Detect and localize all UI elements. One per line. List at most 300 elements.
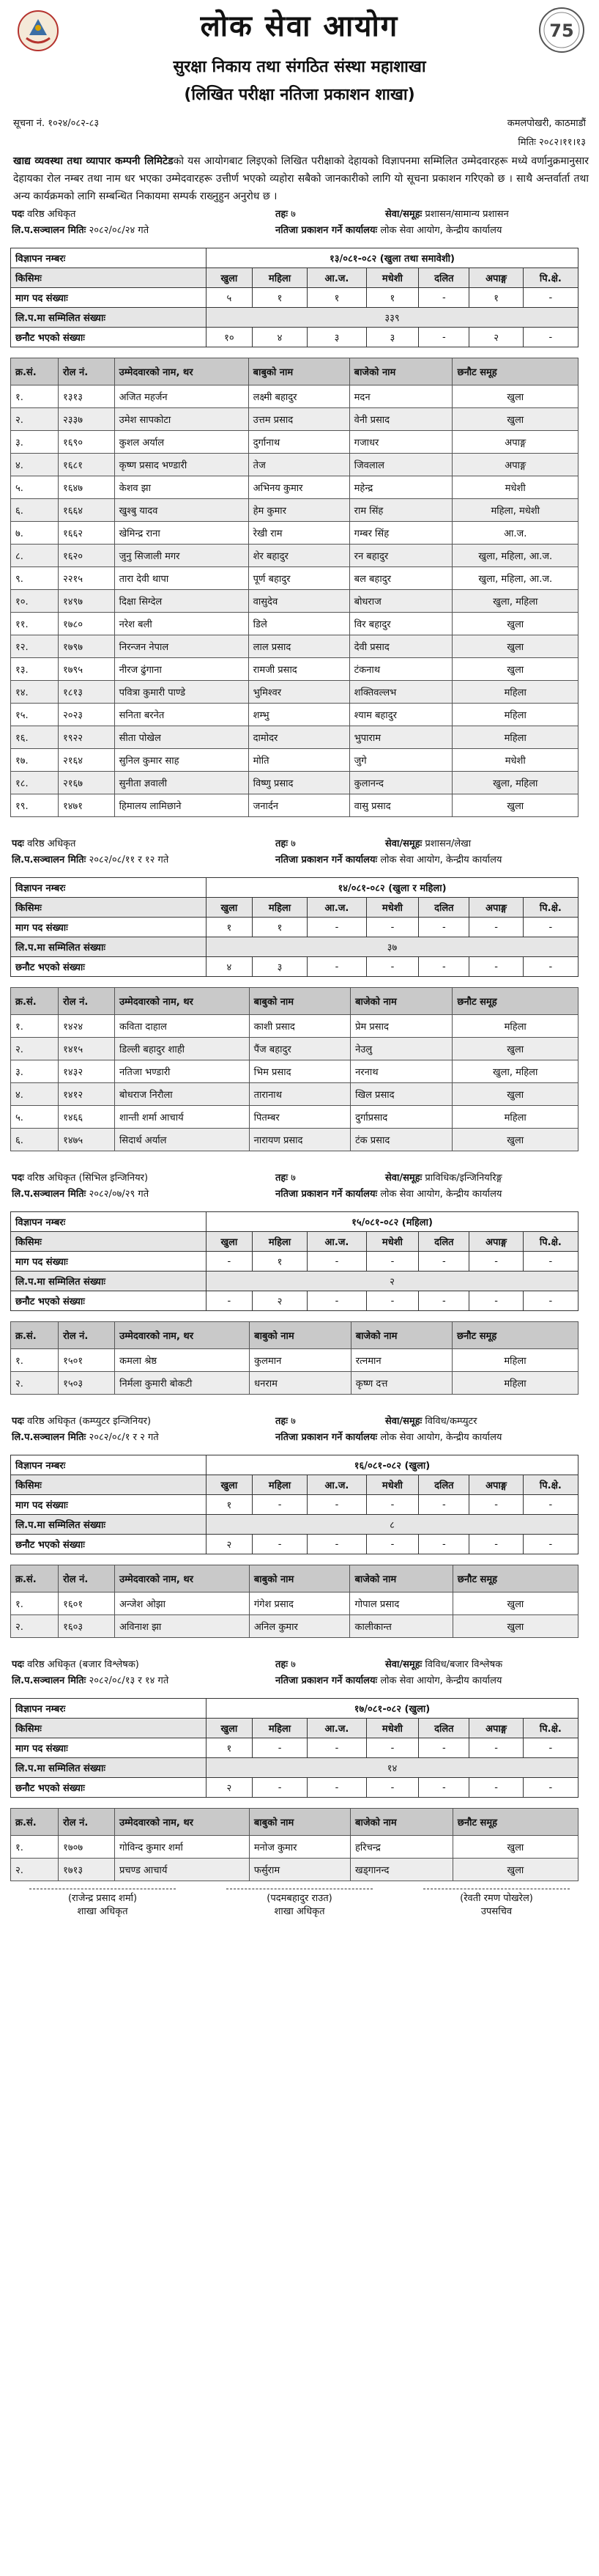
father-name-cell: विष्णु प्रसाद [248, 772, 349, 794]
demand-value: - [419, 1495, 469, 1515]
demand-row [11, 1495, 578, 1515]
category-header: महिला [252, 1232, 308, 1252]
demand-value: - [523, 1738, 578, 1758]
demand-value: - [419, 1252, 469, 1272]
office-value: लोक सेवा आयोग, केन्द्रीय कार्यालय [380, 855, 502, 866]
father-name-cell: अनिल कुमार [249, 1615, 350, 1638]
exam-date-value: २०८२/०७/२९ गते [89, 1189, 149, 1200]
table-row [11, 1372, 578, 1395]
selected-row [11, 328, 578, 347]
father-name-cell: काशी प्रसाद [249, 1015, 350, 1038]
division-title: सुरक्षा निकाय तथा संगठित संस्था महाशाखा [173, 58, 426, 76]
father-name-cell: दामोदर [248, 726, 349, 749]
office-label: नतिजा प्रकाशन गर्ने कार्यालयः [275, 1189, 378, 1200]
table-row [11, 567, 578, 590]
selected-group-cell: मधेशी [453, 476, 578, 499]
exam-info-row [0, 1428, 599, 1444]
category-header: अपाङ्ग [469, 1719, 523, 1738]
demand-value: - [523, 918, 578, 937]
column-header: उम्मेदवारको नाम, थर [114, 358, 248, 385]
serial-cell: १०. [11, 590, 59, 613]
roll-number-cell: १६०१ [59, 1593, 115, 1615]
father-name-cell: रेखी राम [248, 522, 349, 545]
candidate-name-cell: हिमालय लामिछाने [114, 794, 248, 817]
signatures [0, 1889, 599, 1917]
column-header: उम्मेदवारको नाम, थर [115, 1322, 250, 1349]
selected-value: - [308, 1291, 366, 1311]
table-row [11, 658, 578, 681]
post-label: पदः [12, 1659, 24, 1670]
notice-intro [0, 148, 599, 205]
roll-number-cell: १६८१ [58, 454, 114, 476]
post-value: वरिष्ठ अधिकृत (सिभिल इन्जिनियर) [27, 1173, 149, 1184]
selected-label: छनौट भएको संख्याः [11, 957, 207, 977]
demand-row [11, 918, 578, 937]
category-header: आ.ज. [308, 1475, 366, 1495]
selected-label: छनौट भएको संख्याः [11, 1535, 207, 1554]
candidate-name-cell: सुनीता ज्ञवाली [114, 772, 248, 794]
table-row [11, 1038, 578, 1060]
grandfather-name-cell: नरनाथ [351, 1060, 453, 1083]
serial-cell: १९. [11, 794, 59, 817]
result-section [0, 1638, 599, 1881]
demand-value: - [207, 1252, 253, 1272]
participants-label: लि.प.मा सम्मिलित संख्याः [11, 308, 207, 328]
demand-row [11, 1252, 578, 1272]
category-header: दलित [419, 268, 469, 288]
demand-value: - [419, 1738, 469, 1758]
category-header: महिला [252, 1719, 308, 1738]
roll-number-cell: १४६६ [59, 1106, 115, 1129]
results-sections [0, 205, 599, 1881]
roll-number-cell: १६९० [58, 431, 114, 454]
serial-cell: १६. [11, 726, 59, 749]
selected-value: - [366, 957, 419, 977]
demand-value: १ [207, 1495, 253, 1515]
selected-group-cell: महिला [452, 1372, 578, 1395]
selected-value: २ [207, 1778, 253, 1798]
roll-number-cell: १३१३ [58, 385, 114, 408]
roll-number-cell: १६६४ [58, 499, 114, 522]
candidate-name-cell: प्रचण्ड आचार्य [115, 1859, 250, 1881]
selected-value: - [523, 957, 578, 977]
table-row [11, 1615, 578, 1638]
selected-label: छनौट भएको संख्याः [11, 1291, 207, 1311]
nepal-emblem-icon [16, 9, 60, 53]
level-value: ७ [291, 838, 296, 849]
demand-value: १ [252, 288, 308, 308]
selected-value: २ [207, 1535, 253, 1554]
selected-group-cell: खुला, महिला, आ.ज. [453, 567, 578, 590]
participants-row [11, 1515, 578, 1535]
table-row [11, 704, 578, 726]
serial-cell: १. [11, 1593, 59, 1615]
grandfather-name-cell: गजाधर [349, 431, 453, 454]
notice-number: सूचना नं. १०२४/०८२-८३ [13, 118, 100, 129]
level-label: तहः [275, 209, 288, 220]
candidate-name-cell: शान्ती शर्मा आचार्य [114, 1106, 249, 1129]
spacer [0, 1201, 599, 1211]
grandfather-name-cell: गम्बर सिंह [349, 522, 453, 545]
participants-value: १४ [207, 1758, 578, 1778]
exam-date-value: २०८२/०८/१ र २ गते [89, 1432, 159, 1443]
exam-info-row [0, 851, 599, 867]
serial-cell: १. [11, 1836, 59, 1859]
serial-cell: १. [11, 385, 59, 408]
category-label: किसिमः [11, 1719, 207, 1738]
category-header: आ.ज. [308, 898, 366, 918]
results-header-row [11, 1322, 578, 1349]
candidate-name-cell: निरन्जन नेपाल [114, 635, 248, 658]
post-info-row [0, 1169, 599, 1185]
selected-value: - [308, 957, 366, 977]
vacancy-table [10, 877, 578, 977]
serial-cell: ३. [11, 1060, 59, 1083]
roll-number-cell: १६६२ [58, 522, 114, 545]
table-row [11, 590, 578, 613]
roll-number-cell: १४७५ [59, 1129, 115, 1151]
selected-group-cell: खुला [453, 1083, 578, 1106]
level-value: ७ [291, 1659, 296, 1670]
roll-number-cell: १४७१ [58, 794, 114, 817]
table-row [11, 726, 578, 749]
demand-value: - [252, 1738, 308, 1758]
post-value: वरिष्ठ अधिकृत [27, 838, 76, 849]
office-value: लोक सेवा आयोग, केन्द्रीय कार्यालय [380, 1432, 502, 1443]
table-row [11, 385, 578, 408]
table-row [11, 431, 578, 454]
candidate-name-cell: सनिता बरनेत [114, 704, 248, 726]
column-header: क्र.सं. [11, 988, 59, 1015]
category-header: खुला [207, 1719, 253, 1738]
demand-value: - [366, 1252, 419, 1272]
selected-group-cell: खुला [453, 1615, 578, 1638]
office-cell [275, 1430, 587, 1443]
table-row [11, 1083, 578, 1106]
selected-group-cell: महिला [452, 1349, 578, 1372]
selected-group-cell: खुला, महिला [453, 1060, 578, 1083]
table-row [11, 1836, 578, 1859]
spacer [0, 1311, 599, 1321]
vacancy-table [10, 1455, 578, 1554]
roll-number-cell: १५०१ [59, 1349, 115, 1372]
exam-date-cell [12, 1673, 275, 1686]
candidate-name-cell: अन्जेश ओझा [115, 1593, 250, 1615]
results-header-row [11, 1565, 578, 1593]
column-header: छनौट समूह [453, 358, 578, 385]
participants-row [11, 1272, 578, 1291]
candidate-name-cell: सिदार्थ अर्याल [114, 1129, 249, 1151]
selected-value: - [469, 1778, 523, 1798]
selected-value: - [366, 1535, 419, 1554]
post-cell [12, 836, 275, 849]
column-header: बाजेको नाम [351, 1322, 452, 1349]
column-header: रोल नं. [59, 1322, 115, 1349]
exam-date-cell [12, 1430, 275, 1443]
grandfather-name-cell: खड्गानन्द [351, 1859, 453, 1881]
category-header: दलित [419, 898, 469, 918]
notice-date: मितिः २०८२।११।१३ [518, 137, 586, 148]
column-header: बाबुको नाम [249, 1565, 350, 1593]
roll-number-cell: १७०७ [59, 1836, 115, 1859]
result-section [0, 1395, 599, 1638]
selected-value: २ [469, 328, 523, 347]
grandfather-name-cell: दुर्गाप्रसाद [351, 1106, 453, 1129]
office-value: लोक सेवा आयोग, केन्द्रीय कार्यालय [380, 225, 502, 236]
candidate-name-cell: सीता पोखेल [114, 726, 248, 749]
service-cell [385, 1657, 587, 1670]
father-name-cell: मनोज कुमार [249, 1836, 350, 1859]
participants-row [11, 937, 578, 957]
category-row [11, 1232, 578, 1252]
category-header: पि.क्षे. [523, 1232, 578, 1252]
roll-number-cell: १७९५ [58, 658, 114, 681]
roll-number-cell: २०२३ [58, 704, 114, 726]
level-cell [275, 1170, 385, 1184]
roll-number-cell: १५०३ [59, 1372, 115, 1395]
father-name-cell: वासुदेव [248, 590, 349, 613]
selected-value: ४ [252, 328, 308, 347]
serial-cell: १४. [11, 681, 59, 704]
serial-cell: ५. [11, 1106, 59, 1129]
father-name-cell: शम्भु [248, 704, 349, 726]
category-row [11, 1719, 578, 1738]
office-cell [275, 223, 587, 236]
grandfather-name-cell: कुलानन्द [349, 772, 453, 794]
exam-info-row [0, 1185, 599, 1201]
roll-number-cell: १६४७ [58, 476, 114, 499]
serial-cell: ६. [11, 499, 59, 522]
exam-date-label: लि.प.सञ्चालन मितिः [12, 1189, 86, 1200]
selected-row [11, 957, 578, 977]
participants-row [11, 308, 578, 328]
category-header: अपाङ्ग [469, 268, 523, 288]
column-header: क्र.सं. [11, 1322, 59, 1349]
selected-group-cell: महिला, मधेशी [453, 499, 578, 522]
selected-group-cell: महिला [453, 1106, 578, 1129]
category-row [11, 268, 578, 288]
spacer [0, 1444, 599, 1455]
post-value: वरिष्ठ अधिकृत [27, 209, 76, 220]
serial-cell: ३. [11, 431, 59, 454]
father-name-cell: फर्सुराम [249, 1859, 350, 1881]
category-label: किसिमः [11, 1475, 207, 1495]
grandfather-name-cell: बल बहादुर [349, 567, 453, 590]
column-header: क्र.सं. [11, 358, 59, 385]
exam-date-label: लि.प.सञ्चालन मितिः [12, 1432, 86, 1443]
column-header: छनौट समूह [453, 988, 578, 1015]
signature-2 [226, 1889, 373, 1917]
father-name-cell: डिले [248, 613, 349, 635]
table-row [11, 1349, 578, 1372]
roll-number-cell: २२१५ [58, 567, 114, 590]
selected-value: - [469, 1535, 523, 1554]
selected-group-cell: खुला [453, 1836, 578, 1859]
category-label: किसिमः [11, 268, 207, 288]
selected-row [11, 1291, 578, 1311]
post-label: पदः [12, 1416, 24, 1427]
category-label: किसिमः [11, 898, 207, 918]
grandfather-name-cell: कालीकान्त [350, 1615, 453, 1638]
service-label: सेवा/समूहः [385, 1659, 423, 1670]
spacer [0, 977, 599, 987]
post-info-row [0, 205, 599, 221]
level-label: तहः [275, 1659, 288, 1670]
selected-group-cell: अपाङ्ग [453, 454, 578, 476]
category-header: दलित [419, 1232, 469, 1252]
serial-cell: २. [11, 1615, 59, 1638]
level-cell [275, 207, 385, 220]
category-header: आ.ज. [308, 1719, 366, 1738]
roll-number-cell: १७८० [58, 613, 114, 635]
father-name-cell: धनराम [250, 1372, 351, 1395]
service-value: विविध/बजार विश्लेषक [425, 1659, 503, 1670]
serial-cell: ४. [11, 1083, 59, 1106]
serial-cell: ८. [11, 545, 59, 567]
post-info-row [0, 1412, 599, 1428]
exam-date-label: लि.प.सञ्चालन मितिः [12, 225, 86, 236]
selected-value: - [252, 1778, 308, 1798]
exam-date-label: लि.प.सञ्चालन मितिः [12, 855, 86, 866]
roll-number-cell: १८१३ [58, 681, 114, 704]
demand-value: - [308, 1495, 366, 1515]
category-header: आ.ज. [308, 268, 366, 288]
selected-group-cell: अपाङ्ग [453, 431, 578, 454]
results-table [10, 1321, 578, 1395]
grandfather-name-cell: महेन्द्र [349, 476, 453, 499]
candidate-name-cell: कृष्ण प्रसाद भण्डारी [114, 454, 248, 476]
grandfather-name-cell: मदन [349, 385, 453, 408]
table-row [11, 499, 578, 522]
demand-value: १ [252, 918, 308, 937]
spacer [0, 1638, 599, 1656]
selected-group-cell: खुला [453, 1593, 578, 1615]
page-title: लोक सेवा आयोग [200, 10, 399, 43]
grandfather-name-cell: नेउलु [351, 1038, 453, 1060]
column-header: बाबुको नाम [249, 1809, 350, 1836]
demand-value: ५ [207, 288, 253, 308]
vacancy-label: विज्ञापन नम्बरः [11, 1699, 207, 1719]
candidate-name-cell: निर्मला कुमारी बोकटी [115, 1372, 250, 1395]
post-label: पदः [12, 1173, 24, 1184]
anniversary-logo-icon [537, 6, 586, 54]
office-label: नतिजा प्रकाशन गर्ने कार्यालयः [275, 855, 378, 866]
service-value: प्राविधिक/इन्जिनियरिङ्ग [425, 1173, 502, 1184]
column-header: बाजेको नाम [351, 1809, 453, 1836]
demand-label: माग पद संख्याः [11, 1738, 207, 1758]
post-cell [12, 1414, 275, 1427]
demand-label: माग पद संख्याः [11, 918, 207, 937]
candidate-name-cell: नरेश बली [114, 613, 248, 635]
vacancy-number: १६/०८१-०८२ (खुला) [207, 1455, 578, 1475]
serial-cell: १८. [11, 772, 59, 794]
column-header: रोल नं. [59, 1565, 115, 1593]
vacancy-number: १५/०८१-०८२ (महिला) [207, 1212, 578, 1232]
grandfather-name-cell: कृष्ण दत्त [351, 1372, 452, 1395]
service-cell [385, 1170, 587, 1184]
candidate-name-cell: उमेश सापकोटा [114, 408, 248, 431]
candidate-name-cell: केशव झा [114, 476, 248, 499]
selected-value: ३ [308, 328, 366, 347]
table-row [11, 681, 578, 704]
vacancy-number-row [11, 1699, 578, 1719]
selected-value: - [419, 1778, 469, 1798]
father-name-cell: तारानाथ [249, 1083, 350, 1106]
serial-cell: २. [11, 1038, 59, 1060]
table-row [11, 1060, 578, 1083]
vacancy-label: विज्ञापन नम्बरः [11, 1212, 207, 1232]
column-header: छनौट समूह [452, 1322, 578, 1349]
column-header: रोल नं. [59, 1809, 115, 1836]
table-row [11, 522, 578, 545]
category-header: महिला [252, 268, 308, 288]
participants-label: लि.प.मा सम्मिलित संख्याः [11, 1758, 207, 1778]
notice-location: कमलपोखरी, काठमाडौं [507, 118, 586, 129]
father-name-cell: तेज [248, 454, 349, 476]
selected-group-cell: खुला [453, 794, 578, 817]
candidate-name-cell: पवित्रा कुमारी पाण्डे [114, 681, 248, 704]
results-table [10, 987, 578, 1151]
signature-name: (रेवती रमण पोखरेल) [423, 1889, 570, 1904]
exam-date-value: २०८२/०८/१३ र १४ गते [89, 1675, 169, 1686]
level-cell [275, 1657, 385, 1670]
column-header: छनौट समूह [453, 1565, 578, 1593]
demand-value: - [469, 1495, 523, 1515]
table-row [11, 749, 578, 772]
vacancy-table [10, 1211, 578, 1311]
participants-label: लि.प.मा सम्मिलित संख्याः [11, 1515, 207, 1535]
demand-row [11, 1738, 578, 1758]
selected-group-cell: खुला [453, 385, 578, 408]
participants-value: २ [207, 1272, 578, 1291]
service-label: सेवा/समूहः [385, 1416, 423, 1427]
vacancy-number-row [11, 1455, 578, 1475]
serial-cell: १५. [11, 704, 59, 726]
service-cell [385, 207, 587, 220]
category-header: मधेशी [366, 1232, 419, 1252]
selected-group-cell: खुला [453, 1859, 578, 1881]
column-header: उम्मेदवारको नाम, थर [115, 1565, 250, 1593]
category-header: मधेशी [366, 1475, 419, 1495]
selected-group-cell: खुला, महिला [453, 590, 578, 613]
column-header: बाजेको नाम [349, 358, 453, 385]
post-label: पदः [12, 838, 24, 849]
vacancy-number-row [11, 1212, 578, 1232]
table-row [11, 772, 578, 794]
signature-name: (राजेन्द्र प्रसाद शर्मा) [29, 1889, 176, 1904]
grandfather-name-cell: श्याम बहादुर [349, 704, 453, 726]
column-header: रोल नं. [58, 358, 114, 385]
candidate-name-cell: अविनाश झा [115, 1615, 250, 1638]
category-header: खुला [207, 268, 253, 288]
level-label: तहः [275, 1173, 288, 1184]
father-name-cell: मोति [248, 749, 349, 772]
roll-number-cell: १४३२ [59, 1060, 115, 1083]
serial-cell: ४. [11, 454, 59, 476]
selected-value: - [523, 328, 578, 347]
exam-date-value: २०८२/०८/११ र १२ गते [89, 855, 169, 866]
father-name-cell: दुर्गानाथ [248, 431, 349, 454]
selected-row [11, 1778, 578, 1798]
category-header: अपाङ्ग [469, 1232, 523, 1252]
father-name-cell: पैंज बहादुर [249, 1038, 350, 1060]
father-name-cell: जनार्दन [248, 794, 349, 817]
serial-cell: १७. [11, 749, 59, 772]
candidate-name-cell: खेमिन्द्र राना [114, 522, 248, 545]
selected-label: छनौट भएको संख्याः [11, 1778, 207, 1798]
signature-role: शाखा अधिकृत [274, 1906, 325, 1917]
spacer [0, 817, 599, 835]
